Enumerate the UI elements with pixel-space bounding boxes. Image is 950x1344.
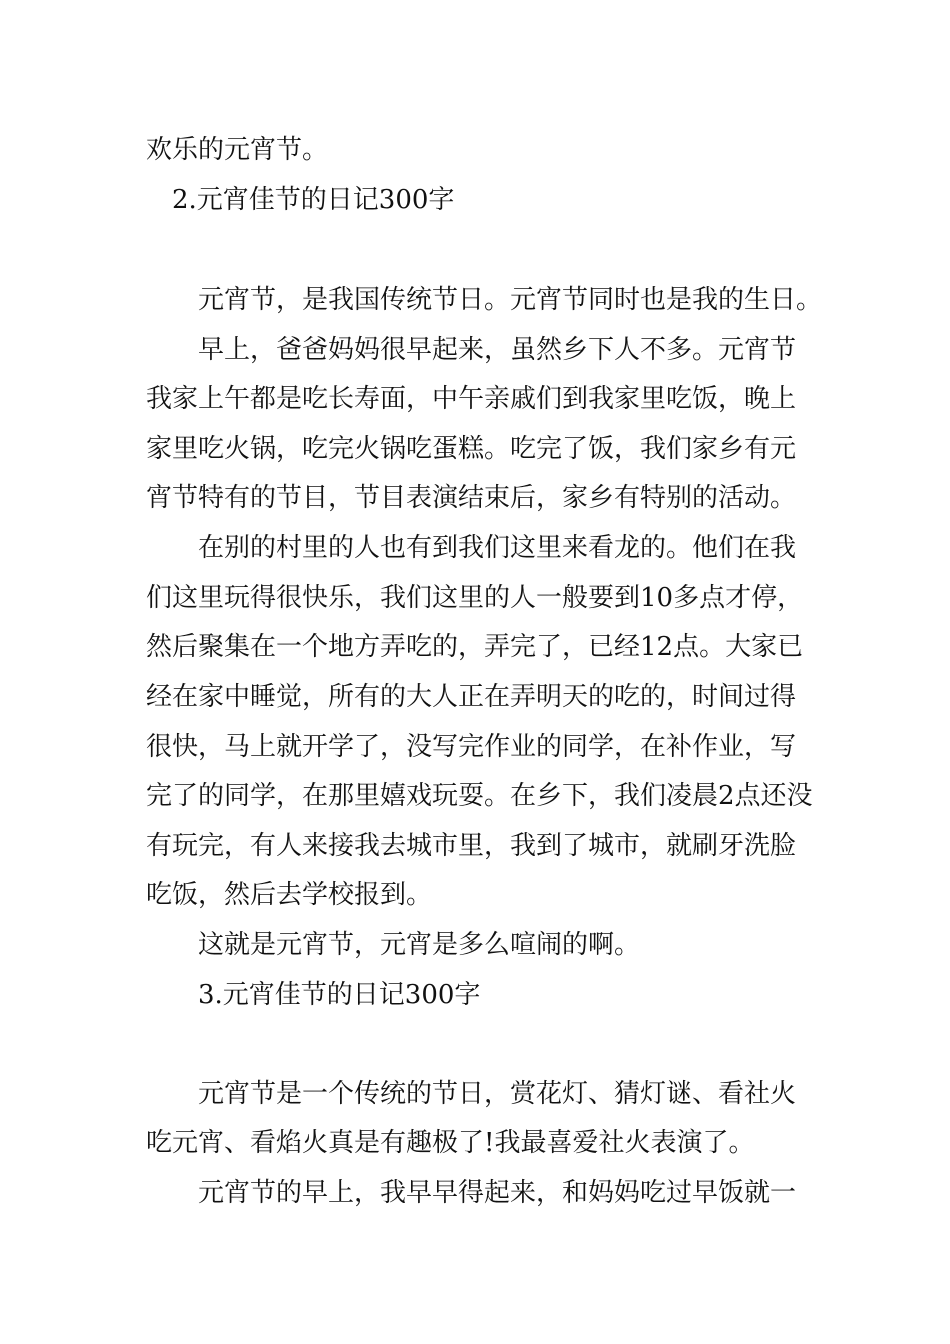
paragraph-line: 们这里玩得很快乐，我们这里的人一般要到10多点才停， xyxy=(146,583,804,613)
section-heading: 3.元宵佳节的日记300字 xyxy=(198,980,481,1010)
paragraph-line: 有玩完，有人来接我去城市里，我到了城市，就刷牙洗脸 xyxy=(146,831,797,861)
paragraph-line: 我家上午都是吃长寿面，中午亲戚们到我家里吃饭，晚上 xyxy=(146,384,797,414)
paragraph-line: 然后聚集在一个地方弄吃的，弄完了，已经12点。大家已 xyxy=(146,632,804,662)
paragraph-line: 欢乐的元宵节。 xyxy=(146,135,329,165)
paragraph-line: 家里吃火锅，吃完火锅吃蛋糕。吃完了饭，我们家乡有元 xyxy=(146,434,797,464)
paragraph-line: 很快，马上就开学了，没写完作业的同学，在补作业，写 xyxy=(146,732,797,762)
paragraph-line: 这就是元宵节，元宵是多么喧闹的啊。 xyxy=(198,930,641,960)
paragraph-line: 完了的同学，在那里嬉戏玩耍。在乡下，我们凌晨2点还没 xyxy=(146,781,813,811)
paragraph-line: 元宵节，是我国传统节日。元宵节同时也是我的生日。 xyxy=(198,285,823,315)
paragraph-line: 元宵节是一个传统的节日，赏花灯、猜灯谜、看社火 xyxy=(198,1079,797,1109)
section-heading: 2.元宵佳节的日记300字 xyxy=(172,185,455,215)
paragraph-line: 早上，爸爸妈妈很早起来，虽然乡下人不多。元宵节 xyxy=(198,335,797,365)
paragraph-line: 元宵节的早上，我早早得起来，和妈妈吃过早饭就一 xyxy=(198,1178,797,1208)
paragraph-line: 在别的村里的人也有到我们这里来看龙的。他们在我 xyxy=(198,533,797,563)
paragraph-line: 经在家中睡觉，所有的大人正在弄明天的吃的，时间过得 xyxy=(146,682,797,712)
paragraph-line: 吃元宵、看焰火真是有趣极了!我最喜爱社火表演了。 xyxy=(146,1128,755,1158)
paragraph-line: 宵节特有的节目，节目表演结束后，家乡有特别的活动。 xyxy=(146,483,797,513)
paragraph-line: 吃饭，然后去学校报到。 xyxy=(146,880,433,910)
